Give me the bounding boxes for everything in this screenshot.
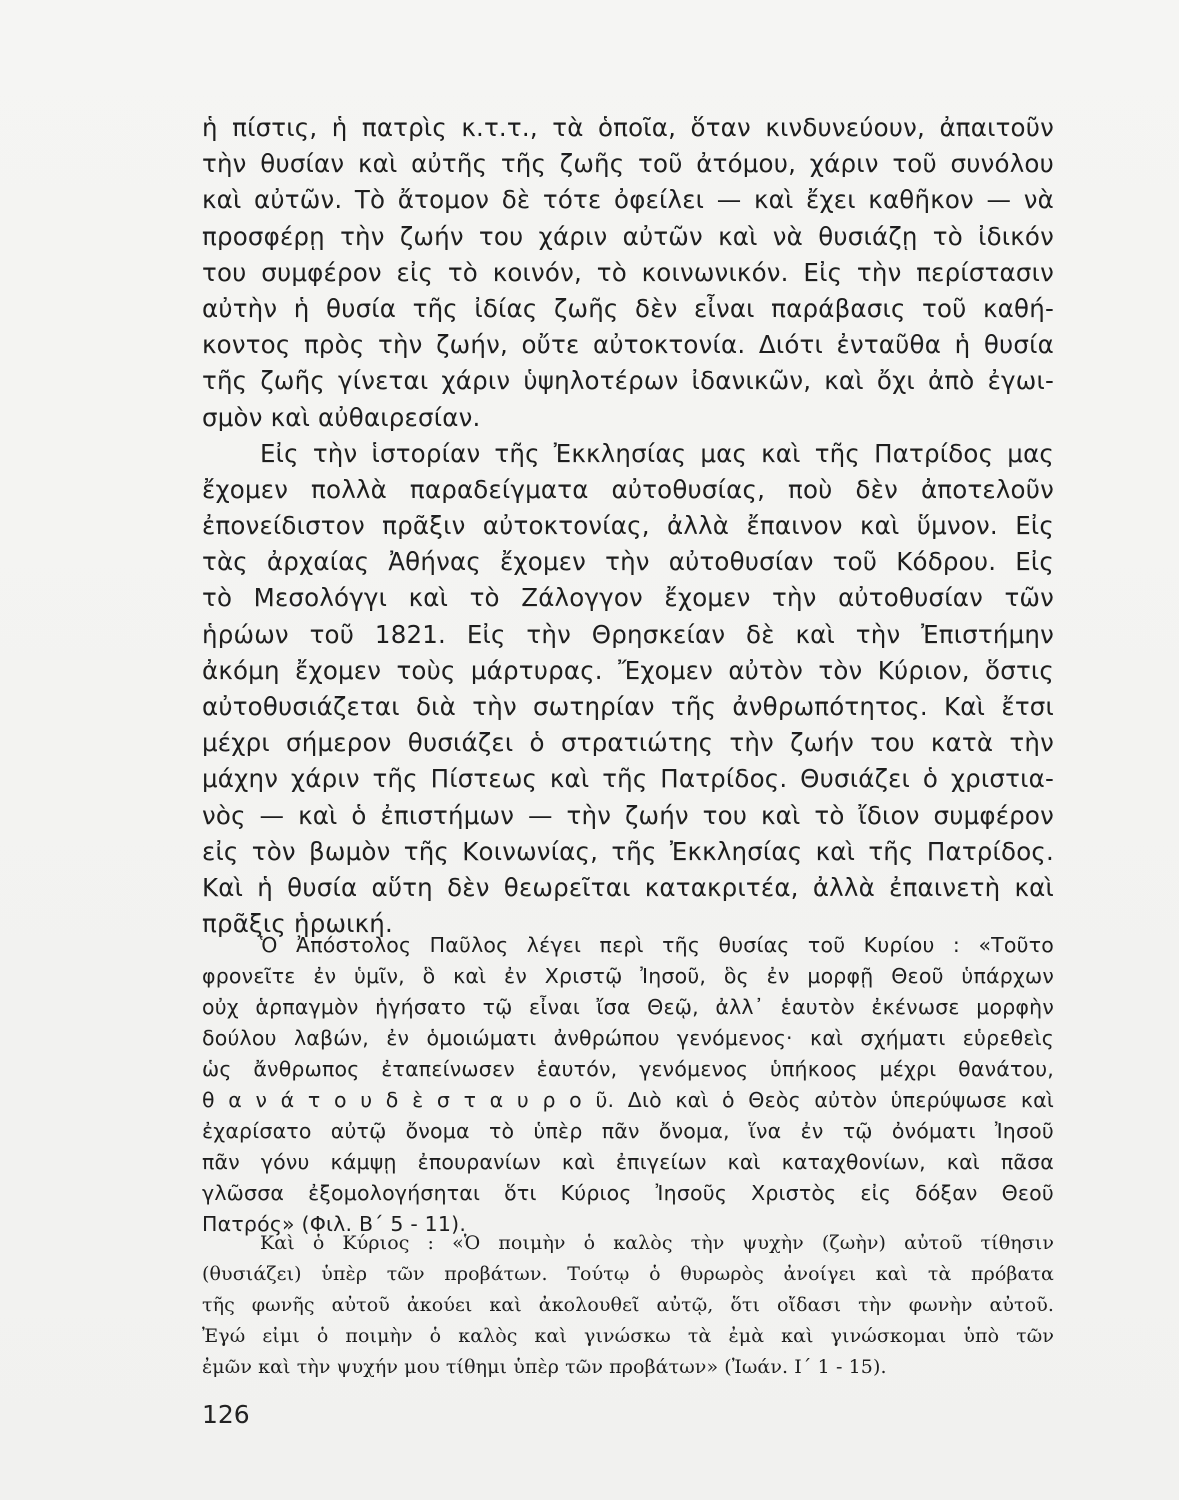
text-line: αὐτοθυσιάζεται διὰ τὴν σωτηρίαν τῆς ἀνθρωπότητος. Καὶ ἔτσι <box>202 692 1054 721</box>
text-line: εἰς τὸν βωμὸν τῆς Κοινωνίας, τῆς Ἐκκλησίας καὶ τῆς Πατρίδος. <box>202 836 1054 866</box>
quote-line: Ἐγώ εἰμι ὁ ποιμὴν ὁ καλὸς καὶ γινώσκω τὰ ἐμὰ καὶ γινώσκομαι ὑπὸ τῶν <box>202 1325 1054 1347</box>
text-line: νὸς — καὶ ὁ ἐπιστήμων — τὴν ζωήν του καὶ τὸ ἴδιον συμφέρον <box>202 800 1054 830</box>
quote-line: ἐμῶν καὶ τὴν ψυχήν μου τίθημι ὑπὲρ τῶν προβάτων» (Ἰωάν. Ι΄ 1 - 15). <box>202 1356 887 1378</box>
quote-line: Ὁ Ἀπόστολος Παῦλος λέγει περὶ τῆς θυσίας τοῦ Κυρίου : «Τοῦτο <box>260 933 1054 957</box>
text-line: τὰς ἀρχαίας Ἀθήνας ἔχομεν τὴν αὐτοθυσίαν τοῦ Κόδρου. Εἰς <box>202 547 1054 577</box>
quote-line: (θυσιάζει) ὑπὲρ τῶν προβάτων. Τούτῳ ὁ θυρωρὸς ἀνοίγει καὶ τὰ πρόβατα <box>202 1263 1054 1285</box>
text-line: προσφέρῃ τὴν ζωήν του χάριν αὐτῶν καὶ νὰ θυσιάζῃ τὸ ἰδικόν <box>202 221 1054 251</box>
quote-line: Καὶ ὁ Κύριος : «Ὁ ποιμὴν ὁ καλὸς τὴν ψυχὴν (ζωὴν) αὐτοῦ τίθησιν <box>260 1232 1054 1254</box>
page-number: 126 <box>202 1400 250 1429</box>
text-line: ἀκόμη ἔχομεν τοὺς μάρτυρας. Ἔχομεν αὐτὸν τὸν Κύριον, ὅστις <box>202 655 1054 685</box>
text-line: του συμφέρον εἰς τὸ κοινόν, τὸ κοινωνικόν. Εἰς τὴν περίστασιν <box>202 257 1054 287</box>
text-line: κοντος πρὸς τὴν ζωήν, οὔτε αὐτοκτονία. Διότι ἐνταῦθα ἡ θυσία <box>202 330 1054 360</box>
text-line: ἡ πίστις, ἡ πατρὶς κ.τ.τ., τὰ ὁποῖα, ὅταν κινδυνεύουν, ἀπαιτοῦν <box>202 113 1054 142</box>
text-line: μάχην χάριν τῆς Πίστεως καὶ τῆς Πατρίδος. Θυσιάζει ὁ χριστια- <box>202 764 1054 794</box>
quote-line: ὡς ἄνθρωπος ἐταπείνωσεν ἑαυτόν, γενόμενος ὑπήκοος μέχρι θανάτου, <box>202 1057 1054 1081</box>
quote-gospel-john <box>202 1228 1054 1383</box>
text-line: τῆς ζωῆς γίνεται χάριν ὑψηλοτέρων ἰδανικῶν, καὶ ὄχι ἀπὸ ἐγωι- <box>202 366 1054 396</box>
quote-line: πᾶν γόνυ κάμψῃ ἐπουρανίων καὶ ἐπιγείων καὶ καταχθονίων, καὶ πᾶσα <box>202 1150 1054 1174</box>
quote-apostle-paul <box>202 930 1054 1240</box>
text-line: αὐτὴν ἡ θυσία τῆς ἰδίας ζωῆς δὲν εἶναι παράβασις τοῦ καθή- <box>202 293 1054 323</box>
quote-line: Πατρός» (Φιλ. Β΄ 5 - 11). <box>202 1212 467 1236</box>
quote-line: δούλου λαβών, ἐν ὁμοιώματι ἀνθρώπου γενόμενος· καὶ σχήματι εὑρεθεὶς <box>202 1026 1054 1050</box>
text-line: ἐπονείδιστον πρᾶξιν αὐτοκτονίας, ἀλλὰ ἔπαινον καὶ ὕμνον. Εἰς <box>202 511 1054 541</box>
quote-line: φρονεῖτε ἐν ὑμῖν, ὃ καὶ ἐν Χριστῷ Ἰησοῦ, ὃς ἐν μορφῇ Θεοῦ ὑπάρχων <box>202 964 1054 988</box>
text-line: ἡρώων τοῦ 1821. Εἰς τὴν Θρησκείαν δὲ καὶ τὴν Ἐπιστήμην <box>202 619 1054 649</box>
text-line: σμὸν καὶ αὐθαιρεσίαν. <box>202 402 481 432</box>
main-text <box>202 110 1054 942</box>
text-line: τὴν θυσίαν καὶ αὐτῆς τῆς ζωῆς τοῦ ἀτόμου, χάριν τοῦ συνόλου <box>202 149 1054 179</box>
text-line: πρᾶξις ἡρωική. <box>202 909 394 939</box>
quote-line: οὐχ ἁρπαγμὸν ἡγήσατο τῷ εἶναι ἴσα Θεῷ, ἀλλ᾽ ἑαυτὸν ἐκένωσε μορφὴν <box>202 995 1054 1019</box>
quote-line: γλῶσσα ἐξομολογήσηται ὅτι Κύριος Ἰησοῦς Χριστὸς εἰς δόξαν Θεοῦ <box>202 1181 1054 1205</box>
text-line: Εἰς τὴν ἱστορίαν τῆς Ἐκκλησίας μας καὶ τῆς Πατρίδος μας <box>260 438 1054 468</box>
quote-line: τῆς φωνῆς αὐτοῦ ἀκούει καὶ ἀκολουθεῖ αὐτῷ, ὅτι οἴδασι τὴν φωνὴν αὐτοῦ. <box>202 1294 1054 1316</box>
text-line: καὶ αὐτῶν. Τὸ ἄτομον δὲ τότε ὀφείλει — καὶ ἔχει καθῆκον — νὰ <box>202 185 1054 215</box>
quote-line: ἐχαρίσατο αὐτῷ ὄνομα τὸ ὑπὲρ πᾶν ὄνομα, ἵνα ἐν τῷ ὀνόματι Ἰησοῦ <box>202 1119 1054 1143</box>
text-line: τὸ Μεσολόγγι καὶ τὸ Ζάλογγον ἔχομεν τὴν αὐτοθυσίαν τῶν <box>202 583 1054 613</box>
text-line: μέχρι σήμερον θυσιάζει ὁ στρατιώτης τὴν ζωήν του κατὰ τὴν <box>202 728 1054 758</box>
text-line: Καὶ ἡ θυσία αὕτη δὲν θεωρεῖται κατακριτέα, ἀλλὰ ἐπαινετὴ καὶ <box>202 872 1054 902</box>
quote-line: θ α ν ά τ ο υ δ ὲ σ τ α υ ρ ο ῦ. Διὸ καὶ ὁ Θεὸς αὐτὸν ὑπερύψωσε καὶ <box>202 1088 1054 1112</box>
text-line: ἔχομεν πολλὰ παραδείγματα αὐτοθυσίας, ποὺ δὲν ἀποτελοῦν <box>202 474 1054 504</box>
